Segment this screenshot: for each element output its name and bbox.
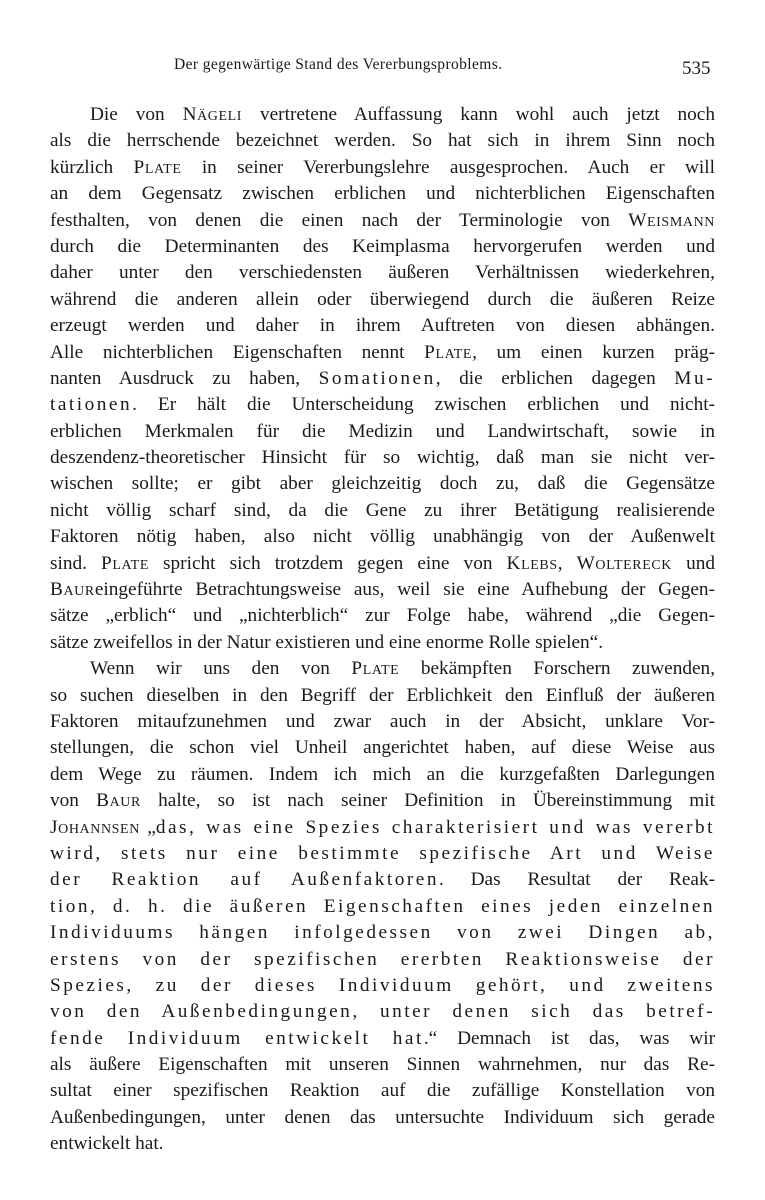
text-line bbox=[50, 155, 715, 181]
text-segment: wischen sollte; er gibt aber gleichzeitig doch zu, daß die Gegensätze bbox=[50, 473, 715, 495]
text-segment: wird, stets nur eine bestimmte spezifische Art und Weise bbox=[50, 842, 715, 864]
text-segment: Baur bbox=[50, 579, 95, 601]
text-segment: sultat einer spezifischen Reaktion auf die zufällige Konstellation von bbox=[50, 1080, 715, 1102]
text-segment: .“ Demnach ist das, was wir bbox=[423, 1027, 715, 1049]
text-segment: Faktoren mitaufzunehmen und zwar auch in der Absicht, unklare Vor- bbox=[50, 710, 715, 732]
page-number: 535 bbox=[682, 58, 711, 79]
text-line bbox=[50, 894, 715, 920]
text-line bbox=[50, 1105, 715, 1131]
text-segment: kürzlich bbox=[50, 156, 134, 178]
text-segment: Mu- bbox=[674, 367, 716, 389]
text-line bbox=[50, 947, 715, 973]
text-segment: dem Wege zu räumen. Indem ich mich an die kurzgefaßten Darlegungen bbox=[50, 763, 715, 785]
text-segment: tationen bbox=[50, 394, 133, 416]
text-segment: daher unter den verschiedensten äußeren Verhältnissen wiederkehren, bbox=[50, 262, 715, 284]
text-segment: , bbox=[557, 552, 577, 574]
text-line bbox=[50, 445, 715, 471]
text-segment: durch die Determinanten des Keimplasma hervorgerufen werden und bbox=[50, 235, 715, 257]
running-title: Der gegenwärtige Stand des Vererbungsproblems. bbox=[174, 56, 503, 73]
text-segment: von den Außenbedingungen, unter denen sich das betref- bbox=[50, 1001, 715, 1023]
text-segment: , um einen kurzen präg- bbox=[472, 341, 716, 363]
text-line bbox=[50, 392, 715, 418]
text-segment: sätze zweifellos in der Natur existieren und eine enorme Rolle spielen“. bbox=[50, 631, 604, 653]
text-segment: Plate bbox=[424, 341, 473, 363]
text-segment: Baur bbox=[96, 790, 141, 812]
text-segment: Klebs bbox=[506, 552, 558, 574]
text-line bbox=[50, 340, 715, 366]
text-segment: spricht sich trotzdem gegen eine von bbox=[148, 552, 507, 574]
text-segment: in seiner Vererbungslehre ausgesprochen. Auch er will bbox=[181, 156, 715, 178]
text-segment: nicht völlig scharf sind, da die Gene zu ihrer Betätigung realisierende bbox=[50, 499, 715, 521]
text-line bbox=[50, 128, 715, 154]
text-line bbox=[50, 762, 715, 788]
text-line bbox=[50, 999, 715, 1025]
text-segment: Nägeli bbox=[182, 104, 243, 125]
text-line bbox=[50, 1026, 715, 1052]
running-header bbox=[0, 48, 765, 78]
text-line bbox=[50, 234, 715, 260]
text-line bbox=[50, 709, 715, 735]
text-segment: tion, d. h. die äußeren Eigenschaften eines jeden einzelnen bbox=[50, 895, 715, 917]
text-line bbox=[50, 973, 715, 999]
text-segment: stellungen, die schon viel Unheil angerichtet haben, auf diese Weise aus bbox=[50, 737, 715, 759]
text-line bbox=[50, 1131, 715, 1157]
text-segment: sind. bbox=[50, 552, 102, 574]
text-line bbox=[50, 1078, 715, 1104]
text-line bbox=[50, 208, 715, 234]
body-text bbox=[50, 102, 715, 1158]
text-line bbox=[50, 920, 715, 946]
text-line bbox=[50, 867, 715, 893]
text-segment: Die von bbox=[90, 104, 183, 125]
text-segment: eingeführte Betrachtungsweise aus, weil sie eine Aufhebung der Gegen- bbox=[94, 579, 715, 601]
text-line bbox=[50, 815, 715, 841]
text-line bbox=[50, 656, 715, 682]
text-line bbox=[50, 102, 715, 128]
text-segment: nanten Ausdruck zu haben, bbox=[50, 367, 319, 389]
text-segment: während die anderen allein oder überwiegend durch die äußeren Reize bbox=[50, 288, 715, 310]
text-segment: erstens von der spezifischen ererbten Reaktionsweise der bbox=[50, 948, 715, 970]
text-segment: Weismann bbox=[628, 209, 715, 231]
text-segment: fende Individuum entwickelt hat bbox=[50, 1027, 424, 1049]
text-segment: bekämpften Forschern zuwenden, bbox=[399, 658, 716, 680]
text-segment: . Das Resultat der Reak- bbox=[438, 869, 716, 891]
text-line bbox=[50, 260, 715, 286]
text-segment: Plate bbox=[133, 156, 182, 178]
text-segment: festhalten, von denen die einen nach der Terminologie von bbox=[50, 209, 629, 231]
text-segment: vertretene Auffassung kann wohl auch jetzt noch bbox=[242, 104, 715, 125]
text-line bbox=[50, 788, 715, 814]
text-line bbox=[50, 524, 715, 550]
text-segment: das, was eine Spezies charakterisiert und was vererbt bbox=[155, 816, 715, 838]
text-segment: entwickelt hat. bbox=[50, 1133, 164, 1155]
text-segment: so suchen dieselben in den Begriff der Erblichkeit den Einfluß der äußeren bbox=[50, 684, 715, 706]
text-segment: erzeugt werden und daher in ihrem Auftreten von diesen abhängen. bbox=[50, 315, 715, 337]
text-segment: von bbox=[50, 790, 97, 812]
text-line bbox=[50, 366, 715, 392]
text-segment: Woltereck bbox=[576, 552, 673, 574]
text-line bbox=[50, 630, 715, 656]
text-segment: Plate bbox=[351, 658, 400, 680]
text-line bbox=[50, 471, 715, 497]
text-segment: . Er hält die Unterscheidung zwischen erblichen und nicht- bbox=[132, 394, 715, 416]
text-segment: deszendenz-theoretischer Hinsicht für so wichtig, daß man sie nicht ver- bbox=[50, 447, 715, 469]
text-segment: erblichen Merkmalen für die Medizin und Landwirtschaft, sowie in bbox=[50, 420, 715, 442]
text-segment: Plate bbox=[101, 552, 149, 574]
text-segment: Außenbedingungen, unter denen das untersuchte Individuum sich gerade bbox=[50, 1106, 715, 1128]
text-line bbox=[50, 1052, 715, 1078]
text-segment: an dem Gegensatz zwischen erblichen und nichterblichen Eigenschaften bbox=[50, 183, 715, 205]
text-line bbox=[50, 181, 715, 207]
text-segment: Spezies, zu der dieses Individuum gehört, und zweitens bbox=[50, 974, 715, 996]
text-segment: halte, so ist nach seiner Definition in Übereinstimmung mit bbox=[140, 790, 715, 812]
text-segment: Wenn wir uns den von bbox=[90, 658, 352, 680]
text-segment: der Reaktion auf Außenfaktoren bbox=[50, 869, 439, 891]
text-line bbox=[50, 498, 715, 524]
text-segment: sätze „erblich“ und „nichterblich“ zur Folge habe, während „die Gegen- bbox=[50, 605, 715, 627]
text-line bbox=[50, 551, 715, 577]
text-segment: Johannsen bbox=[50, 816, 140, 838]
text-segment: Individuums hängen infolgedessen von zwei Dingen ab, bbox=[50, 922, 715, 944]
text-line bbox=[50, 419, 715, 445]
text-segment: Faktoren nötig haben, also nicht völlig unabhängig von der Außenwelt bbox=[50, 526, 715, 548]
text-segment: als die herrschende bezeichnet werden. So hat sich in ihrem Sinn noch bbox=[50, 130, 715, 152]
text-line bbox=[50, 313, 715, 339]
text-line bbox=[50, 577, 715, 603]
text-segment: „ bbox=[139, 816, 156, 838]
text-line bbox=[50, 603, 715, 629]
text-line bbox=[50, 841, 715, 867]
text-line bbox=[50, 735, 715, 761]
text-segment: , die erblichen dagegen bbox=[435, 367, 675, 389]
text-line bbox=[50, 683, 715, 709]
text-segment: als äußere Eigenschaften mit unseren Sinnen wahrnehmen, nur das Re- bbox=[50, 1054, 715, 1076]
text-segment: und bbox=[672, 552, 715, 574]
text-line bbox=[50, 287, 715, 313]
text-segment: Somationen bbox=[318, 367, 436, 389]
text-segment: Alle nichterblichen Eigenschaften nennt bbox=[50, 341, 425, 363]
